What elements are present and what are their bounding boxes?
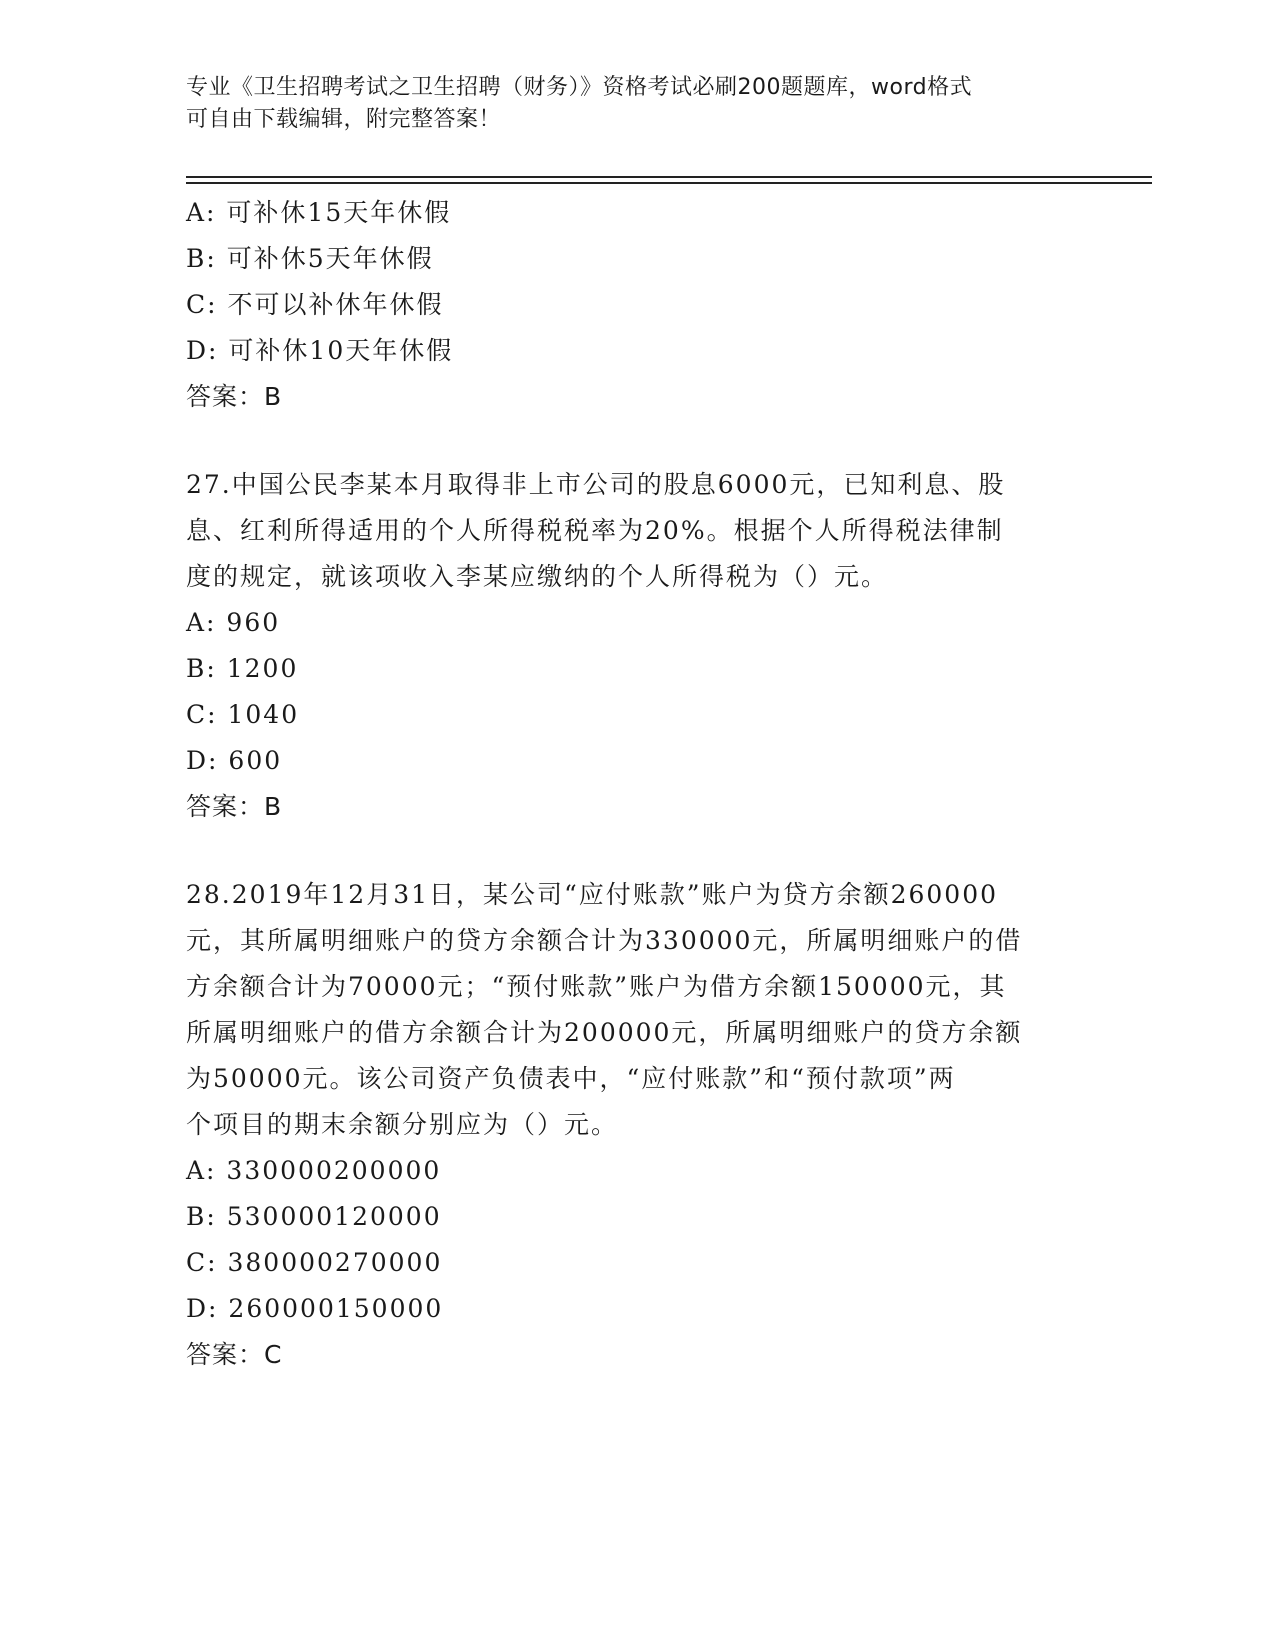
- header-divider-top: [186, 176, 1152, 178]
- option-a: A: 可补休15天年休假: [186, 198, 452, 227]
- question-gap: [186, 420, 1076, 462]
- header-line-1: 专业《卫生招聘考试之卫生招聘（财务）》资格考试必刷200题题库，word格式: [186, 75, 973, 100]
- question-stem: [186, 462, 1076, 600]
- stem-line: 为50000元。该公司资产负债表中，“应付账款”和“预付款项”两: [186, 1064, 956, 1093]
- answer-line: 答案：B: [186, 792, 283, 821]
- option-c: C: 1040: [186, 700, 300, 729]
- option-d: D: 600: [186, 746, 283, 775]
- option-b: B: 可补休5天年休假: [186, 244, 434, 273]
- answer-line: 答案：C: [186, 1340, 283, 1369]
- option-b: B: 530000120000: [186, 1202, 442, 1231]
- stem-line: 28.2019年12月31日，某公司“应付账款”账户为贷方余额260000: [186, 880, 999, 909]
- stem-line: 方余额合计为70000元；“预付账款”账户为借方余额150000元，其: [186, 972, 1007, 1001]
- stem-line: 度的规定，就该项收入李某应缴纳的个人所得税为（）元。: [186, 562, 889, 591]
- stem-line: 个项目的期末余额分别应为（）元。: [186, 1110, 619, 1139]
- stem-line: 元，其所属明细账户的贷方余额合计为330000元，所属明细账户的借: [186, 926, 1023, 955]
- option-a: A: 330000200000: [186, 1156, 442, 1185]
- question-26-block: [186, 190, 1076, 420]
- stem-line: 27.中国公民李某本月取得非上市公司的股息6000元，已知利息、股: [186, 470, 1006, 499]
- question-27-block: [186, 462, 1076, 830]
- option-b: B: 1200: [186, 654, 299, 683]
- question-gap: [186, 830, 1076, 872]
- option-c: C: 不可以补休年休假: [186, 290, 444, 319]
- question-content: [186, 190, 1076, 1378]
- header-line-2: 可自由下载编辑，附完整答案！: [186, 107, 502, 132]
- header-divider-bottom: [186, 182, 1152, 184]
- option-c: C: 380000270000: [186, 1248, 443, 1277]
- option-d: D: 260000150000: [186, 1294, 444, 1323]
- question-28-block: [186, 872, 1076, 1378]
- question-stem: [186, 872, 1076, 1148]
- option-a: A: 960: [186, 608, 281, 637]
- answer-line: 答案：B: [186, 382, 283, 411]
- stem-line: 息、红利所得适用的个人所得税税率为20%。根据个人所得税法律制: [186, 516, 1004, 545]
- stem-line: 所属明细账户的借方余额合计为200000元，所属明细账户的贷方余额: [186, 1018, 1023, 1047]
- page-header: [186, 72, 1066, 136]
- option-d: D: 可补休10天年休假: [186, 336, 454, 365]
